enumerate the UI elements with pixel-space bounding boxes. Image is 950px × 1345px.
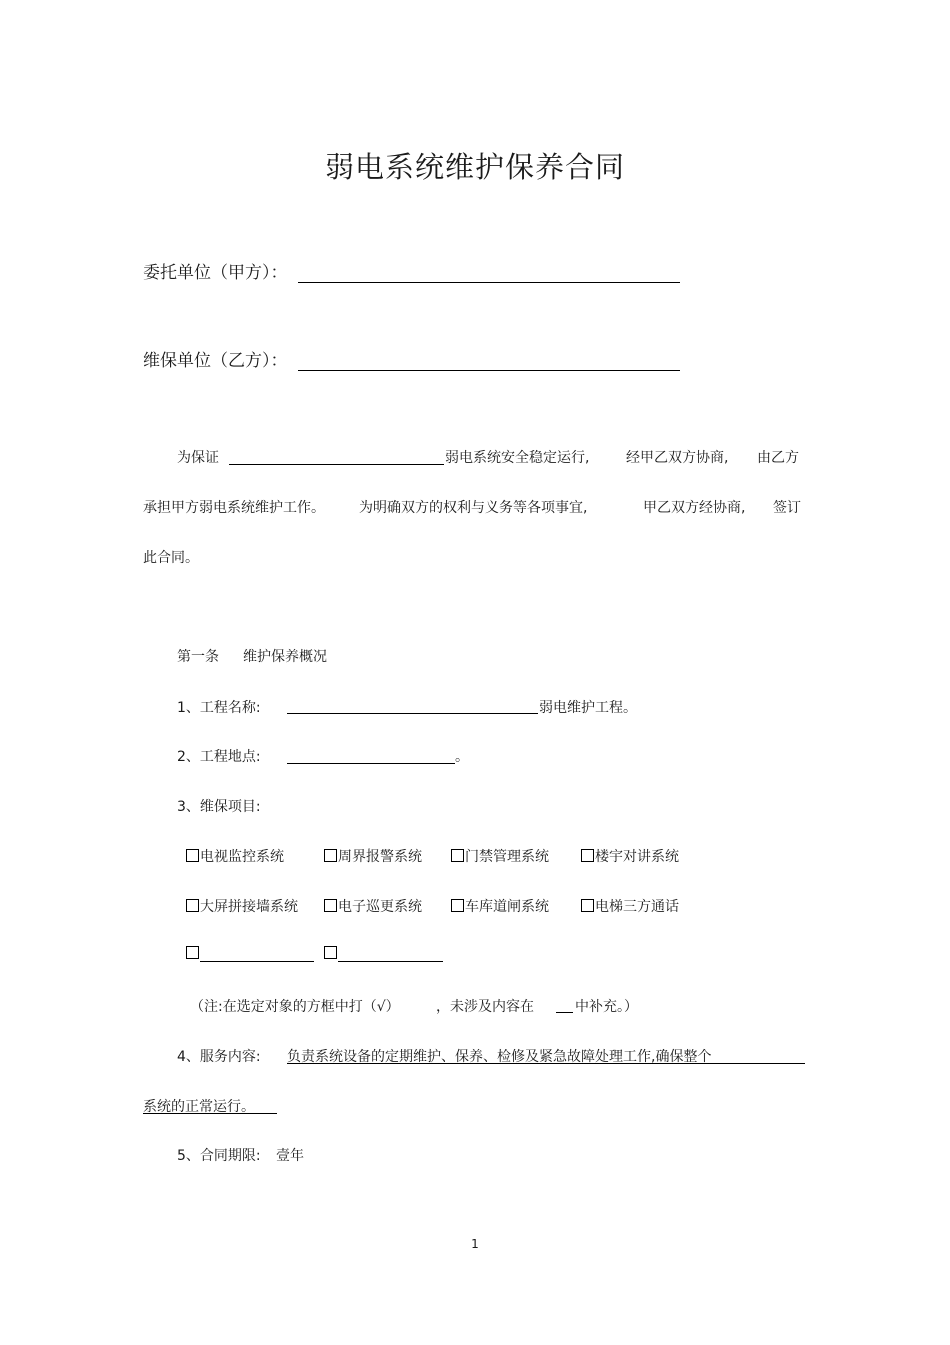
preamble-line2c: 甲乙双方经协商, (643, 500, 746, 516)
item4-label: 4、服务内容: (177, 1049, 261, 1065)
project-name-blank[interactable] (287, 698, 538, 714)
item1-label: 1、工程名称: (177, 700, 261, 716)
preamble-seg1: 为保证 (177, 450, 219, 466)
item2-label: 2、工程地点: (177, 749, 261, 765)
article1-heading: 维护保养概况 (243, 649, 327, 665)
page-number: 1 (471, 1237, 479, 1251)
party-b-row (143, 346, 680, 371)
note-part-c: 中补充。） (575, 999, 638, 1015)
preamble-line3: 此合同。 (143, 550, 199, 566)
system-checkbox-elevator[interactable]: 电梯三方通话 (581, 896, 679, 916)
preamble-blank[interactable] (229, 449, 444, 465)
checkbox-icon[interactable] (186, 946, 199, 959)
item4-continuation (143, 1096, 277, 1114)
checkbox-icon[interactable] (186, 899, 199, 912)
custom-system-2[interactable] (324, 946, 443, 962)
item5-label: 5、合同期限: (177, 1148, 261, 1164)
checkbox-icon[interactable] (324, 899, 337, 912)
system-checkbox-cctv[interactable]: 电视监控系统 (186, 846, 284, 866)
item2-suffix: 。 (455, 749, 469, 765)
item3-label: 3、维保项目: (177, 799, 261, 815)
article1-number: 第一条 (177, 649, 219, 665)
system-checkbox-access[interactable]: 门禁管理系统 (451, 846, 549, 866)
preamble-line2a: 承担甲方弱电系统维护工作。 (143, 500, 325, 516)
system-checkbox-intercom[interactable]: 楼宇对讲系统 (581, 846, 679, 866)
preamble-line2d: 签订 (773, 500, 801, 516)
party-b-blank[interactable] (298, 352, 680, 371)
item5-value: 壹年 (276, 1148, 304, 1164)
preamble-line2b: 为明确双方的权利与义务等各项事宜, (359, 500, 588, 516)
item4-content (287, 1046, 805, 1064)
party-a-label: 委托单位（甲方）： (143, 263, 288, 283)
system-checkbox-barrier[interactable]: 车库道闸系统 (451, 896, 549, 916)
custom-system-1[interactable] (186, 946, 314, 962)
system-checkbox-videowall[interactable]: 大屏拼接墙系统 (186, 896, 298, 916)
item1-suffix: 弱电维护工程。 (539, 700, 637, 716)
checkbox-icon[interactable] (581, 899, 594, 912)
preamble-seg3: 经甲乙双方协商, (626, 450, 729, 466)
checkbox-icon[interactable] (186, 849, 199, 862)
note-part-a: （注:在选定对象的方框中打（√） (190, 999, 400, 1015)
preamble-seg4: 由乙方 (757, 450, 799, 466)
checkbox-icon[interactable] (451, 899, 464, 912)
document-title: 弱电系统维护保养合同 (324, 150, 625, 184)
checkbox-icon[interactable] (451, 849, 464, 862)
custom-system-2-blank[interactable] (338, 947, 443, 962)
checkbox-icon[interactable] (324, 946, 337, 959)
note-blank (556, 997, 573, 1013)
system-checkbox-patrol[interactable]: 电子巡更系统 (324, 896, 422, 916)
party-b-label: 维保单位（乙方）： (143, 351, 288, 371)
system-checkbox-perimeter[interactable]: 周界报警系统 (324, 846, 422, 866)
note-part-b: ，未涉及内容在 (436, 999, 534, 1015)
project-location-blank[interactable] (287, 748, 455, 764)
party-a-blank[interactable] (298, 264, 680, 283)
checkbox-icon[interactable] (324, 849, 337, 862)
preamble-seg2: 弱电系统安全稳定运行, (445, 450, 590, 466)
item4-text: 负责系统设备的定期维护、保养、检修及紧急故障处理工作,确保整个 (287, 1049, 712, 1065)
custom-system-1-blank[interactable] (200, 947, 314, 962)
item4-cont-text: 系统的正常运行。 (143, 1099, 255, 1115)
checkbox-icon[interactable] (581, 849, 594, 862)
party-a-row (143, 258, 680, 283)
